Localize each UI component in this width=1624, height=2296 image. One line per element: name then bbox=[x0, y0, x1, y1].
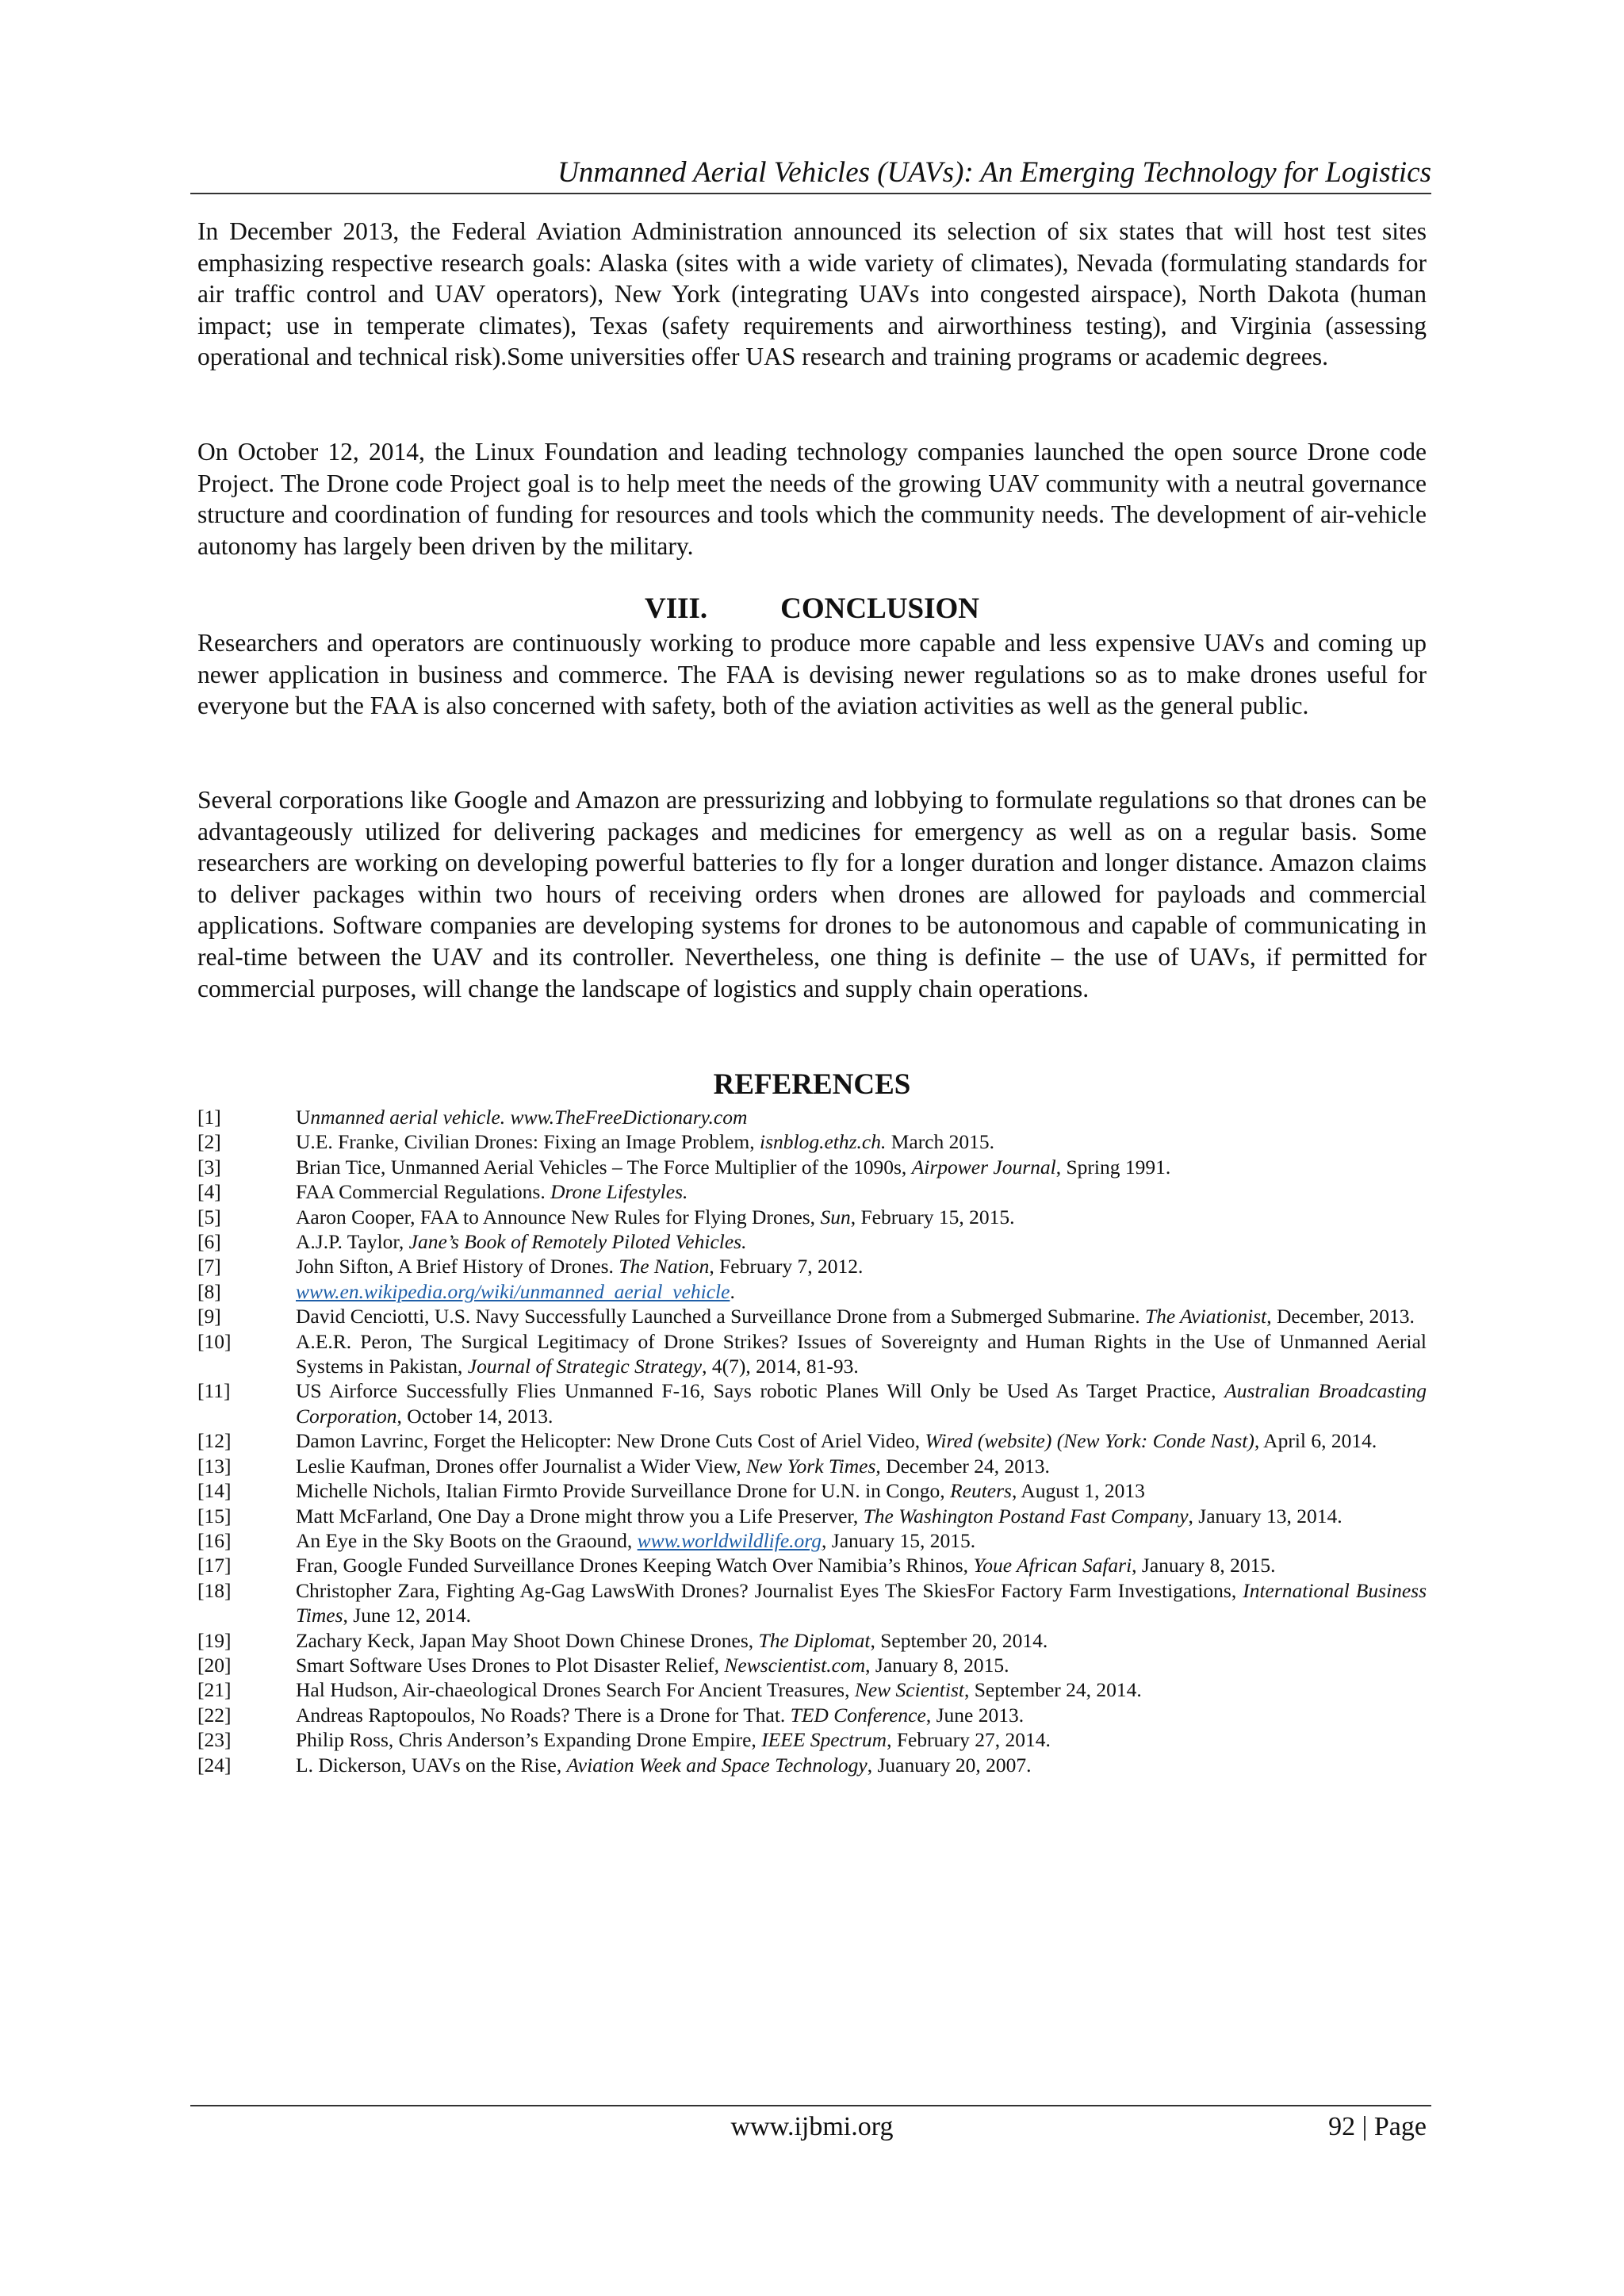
reference-source: Aviation Week and Space Technology bbox=[566, 1753, 868, 1777]
references-heading: REFERENCES bbox=[713, 1068, 911, 1101]
reference-text: Damon Lavrinc, Forget the Helicopter: New Drone Cuts Cost of Ariel Video, Wired (website) (New York: Conde Nast), April 6, 2014. bbox=[296, 1429, 1377, 1453]
reference-item bbox=[197, 1677, 1427, 1702]
reference-number: [17] bbox=[197, 1554, 232, 1577]
body-paragraph-corporations: Several corporations like Google and Amazon are pressurizing and lobbying to formulate regulations so that drones can be advantageously utilized for delivering packages and medicines for emergency as well as on a regular basis. Some researchers are working on developing powerful batteries to fly for a longer duration and longer distance. Amazon claims to deliver packages within two hours of receiving orders when drones are allowed for payloads and commercial applications. Software companies are developing systems for drones to be autonomous and capable of communicating in real-time between the UAV and its controller. Nevertheless, one thing is definite – the use of UAVs, if permitted for commercial purposes, will change the landscape of logistics and supply chain operations. bbox=[197, 786, 1427, 1002]
reference-source: The Diplomat bbox=[758, 1628, 871, 1652]
reference-number: [14] bbox=[197, 1479, 232, 1503]
reference-number: [19] bbox=[197, 1628, 232, 1652]
reference-source: Australian Broadcasting Corporation bbox=[296, 1379, 1427, 1428]
reference-number: [5] bbox=[197, 1205, 221, 1228]
reference-item bbox=[197, 1504, 1427, 1528]
reference-item bbox=[197, 1478, 1427, 1503]
reference-text: U.E. Franke, Civilian Drones: Fixing an Image Problem, isnblog.ethz.ch. March 2015. bbox=[296, 1130, 995, 1154]
reference-item bbox=[197, 1105, 1427, 1129]
conclusion-number: VIII. bbox=[645, 592, 708, 625]
reference-item bbox=[197, 1703, 1427, 1727]
reference-text: Brian Tice, Unmanned Aerial Vehicles – The Force Multiplier of the 1090s, Airpower Journal, Spring 1991. bbox=[296, 1155, 1171, 1179]
reference-text: John Sifton, A Brief History of Drones. The Nation, February 7, 2012. bbox=[296, 1255, 864, 1278]
reference-source: The Nation bbox=[619, 1255, 710, 1278]
reference-source: IEEE Spectrum bbox=[761, 1728, 887, 1752]
reference-text: A.E.R. Peron, The Surgical Legitimacy of Drone Strikes? Issues of Sovereignty and Human Rights in the Use of Unmanned Aerial Systems in Pakistan, Journal of Strategic Strategy, 4(7), 2014, 81-93. bbox=[296, 1329, 1427, 1378]
reference-text: FAA Commercial Regulations. Drone Lifestyles. bbox=[296, 1180, 688, 1204]
reference-text: A.J.P. Taylor, Jane’s Book of Remotely Piloted Vehicles. bbox=[296, 1230, 747, 1254]
reference-text: Andreas Raptopoulos, No Roads? There is a Drone for That. TED Conference, June 2013. bbox=[296, 1703, 1025, 1727]
reference-source: The Aviationist bbox=[1144, 1305, 1267, 1328]
reference-number: [24] bbox=[197, 1753, 232, 1777]
reference-number: [15] bbox=[197, 1504, 232, 1527]
conclusion-heading bbox=[197, 592, 1427, 627]
reference-number: [13] bbox=[197, 1454, 232, 1478]
reference-item bbox=[197, 1454, 1427, 1478]
reference-text: Philip Ross, Chris Anderson’s Expanding Drone Empire, IEEE Spectrum, February 27, 2014. bbox=[296, 1728, 1051, 1752]
reference-item bbox=[197, 1279, 1427, 1304]
header-divider bbox=[190, 193, 1431, 194]
reference-source: Airpower Journal bbox=[911, 1155, 1056, 1179]
footer-website: www.ijbmi.org bbox=[730, 2112, 894, 2141]
reference-text: www.en.wikipedia.org/wiki/unmanned_aerial_vehicle. bbox=[296, 1279, 735, 1303]
reference-text: An Eye in the Sky Boots on the Graound, www.worldwildlife.org, January 15, 2015. bbox=[296, 1528, 976, 1552]
reference-item bbox=[197, 1628, 1427, 1653]
body-paragraph-faa-test-sites: In December 2013, the Federal Aviation Administration announced its selection of six states that will host test sites emphasizing respective research goals: Alaska (sites with a wide variety of climates), Nevada (formulating standards for air traffic control and UAV operators), New York (integrating UAVs into congested airspace), North Dakota (human impact; use in temperate climates), Texas (safety requirements and airworthiness testing), and Virginia (assessing operational and technical risk).Some universities offer UAS research and training programs or academic degrees. bbox=[197, 217, 1427, 371]
reference-number: [20] bbox=[197, 1653, 232, 1677]
reference-source: Wired (website) (New York: Conde Nast), bbox=[925, 1429, 1260, 1453]
body-paragraph-dronecode: On October 12, 2014, the Linux Foundation and leading technology companies launched the open source Drone code Project. The Drone code Project goal is to help meet the needs of the growing UAV community with a neutral governance structure and coordination of funding for resources and tools which the community needs. The development of air-vehicle autonomy has largely been driven by the military. bbox=[197, 438, 1427, 560]
conclusion-title: CONCLUSION bbox=[780, 592, 979, 625]
reference-number: [4] bbox=[197, 1180, 221, 1204]
reference-item bbox=[197, 1229, 1427, 1254]
reference-number: [11] bbox=[197, 1379, 231, 1403]
reference-item bbox=[197, 1155, 1427, 1179]
reference-item bbox=[197, 1578, 1427, 1628]
reference-link[interactable]: www.worldwildlife.org bbox=[637, 1528, 822, 1552]
reference-item bbox=[197, 1553, 1427, 1577]
body-paragraph-researchers: Researchers and operators are continuously working to produce more capable and less expensive UAVs and coming up newer application in business and commerce. The FAA is devising newer regulations so as to make drones useful for everyone but the FAA is also concerned with safety, both of the aviation activities as well as the general public. bbox=[197, 629, 1427, 720]
reference-item bbox=[197, 1129, 1427, 1154]
reference-number: [22] bbox=[197, 1703, 232, 1727]
reference-text: Leslie Kaufman, Drones offer Journalist a Wider View, New York Times, December 24, 2013. bbox=[296, 1454, 1050, 1478]
reference-source: International Business Times bbox=[296, 1578, 1427, 1627]
reference-item bbox=[197, 1753, 1427, 1777]
reference-item bbox=[197, 1378, 1427, 1428]
reference-item bbox=[197, 1179, 1427, 1204]
reference-text: L. Dickerson, UAVs on the Rise, Aviation Week and Space Technology, Juanuary 20, 2007. bbox=[296, 1753, 1032, 1777]
reference-text: Christopher Zara, Fighting Ag-Gag LawsWith Drones? Journalist Eyes The SkiesFor Factory Farm Investigations, International Business Times, June 12, 2014. bbox=[296, 1578, 1427, 1627]
reference-source: nmanned aerial vehicle. www.TheFreeDictionary.com bbox=[310, 1106, 748, 1129]
reference-text: Hal Hudson, Air-chaeological Drones Search For Ancient Treasures, New Scientist, September 24, 2014. bbox=[296, 1678, 1142, 1702]
reference-item bbox=[197, 1254, 1427, 1278]
reference-number: [6] bbox=[197, 1230, 221, 1254]
reference-number: [21] bbox=[197, 1678, 232, 1702]
reference-number: [18] bbox=[197, 1578, 232, 1602]
reference-number: [16] bbox=[197, 1528, 232, 1552]
reference-text: Unmanned aerial vehicle. www.TheFreeDictionary.com bbox=[296, 1106, 748, 1129]
reference-text: Smart Software Uses Drones to Plot Disaster Relief, Newscientist.com, January 8, 2015. bbox=[296, 1653, 1009, 1677]
reference-number: [3] bbox=[197, 1155, 221, 1179]
reference-item bbox=[197, 1205, 1427, 1229]
reference-item bbox=[197, 1653, 1427, 1677]
reference-item bbox=[197, 1329, 1427, 1379]
reference-source: Drone Lifestyles. bbox=[550, 1180, 688, 1204]
reference-source: Jane’s Book of Remotely Piloted Vehicles. bbox=[408, 1230, 747, 1254]
reference-text: US Airforce Successfully Flies Unmanned F-16, Says robotic Planes Will Only be Used As Target Practice, Australian Broadcasting Corporation, October 14, 2013. bbox=[296, 1379, 1427, 1428]
reference-item bbox=[197, 1304, 1427, 1328]
references-list bbox=[197, 1105, 1427, 1777]
reference-source: Sun bbox=[820, 1205, 851, 1228]
reference-text: Aaron Cooper, FAA to Announce New Rules for Flying Drones, Sun, February 15, 2015. bbox=[296, 1205, 1015, 1228]
reference-text: Matt McFarland, One Day a Drone might throw you a Life Preserver, The Washington Postand Fast Company, January 13, 2014. bbox=[296, 1504, 1342, 1527]
reference-item bbox=[197, 1727, 1427, 1752]
reference-number: [12] bbox=[197, 1429, 232, 1453]
footer-page-number: 92 | Page bbox=[1328, 2112, 1427, 2141]
reference-number: [9] bbox=[197, 1305, 221, 1328]
reference-number: [23] bbox=[197, 1728, 232, 1752]
reference-text: Michelle Nichols, Italian Firmto Provide Surveillance Drone for U.N. in Congo, Reuters, August 1, 2013 bbox=[296, 1479, 1145, 1503]
footer-divider bbox=[190, 2105, 1431, 2106]
reference-text: Fran, Google Funded Surveillance Drones Keeping Watch Over Namibia’s Rhinos, Youe African Safari, January 8, 2015. bbox=[296, 1554, 1276, 1577]
reference-source: Newscientist.com bbox=[724, 1653, 866, 1677]
reference-source: Reuters bbox=[950, 1479, 1012, 1503]
reference-number: [8] bbox=[197, 1279, 221, 1303]
reference-source: Youe African Safari bbox=[973, 1554, 1132, 1577]
reference-number: [10] bbox=[197, 1329, 232, 1353]
reference-source: New York Times bbox=[745, 1454, 876, 1478]
reference-item bbox=[197, 1428, 1427, 1453]
reference-source: The Washington Postand Fast Company bbox=[863, 1504, 1189, 1527]
reference-link[interactable]: www.en.wikipedia.org/wiki/unmanned_aerial_vehicle bbox=[296, 1279, 730, 1303]
reference-item bbox=[197, 1528, 1427, 1553]
reference-source: isnblog.ethz.ch. bbox=[760, 1130, 887, 1154]
reference-source: New Scientist bbox=[854, 1678, 964, 1702]
reference-number: [1] bbox=[197, 1106, 221, 1129]
reference-number: [2] bbox=[197, 1130, 221, 1154]
reference-number: [7] bbox=[197, 1255, 221, 1278]
reference-source: Journal of Strategic Strategy bbox=[467, 1355, 703, 1378]
running-header-title: Unmanned Aerial Vehicles (UAVs): An Emerging Technology for Logistics bbox=[557, 156, 1431, 189]
reference-text: Zachary Keck, Japan May Shoot Down Chinese Drones, The Diplomat, September 20, 2014. bbox=[296, 1628, 1048, 1652]
reference-source: TED Conference bbox=[790, 1703, 926, 1727]
reference-text: David Cenciotti, U.S. Navy Successfully Launched a Surveillance Drone from a Submerged Submarine. The Aviationist, December, 2013. bbox=[296, 1305, 1415, 1328]
